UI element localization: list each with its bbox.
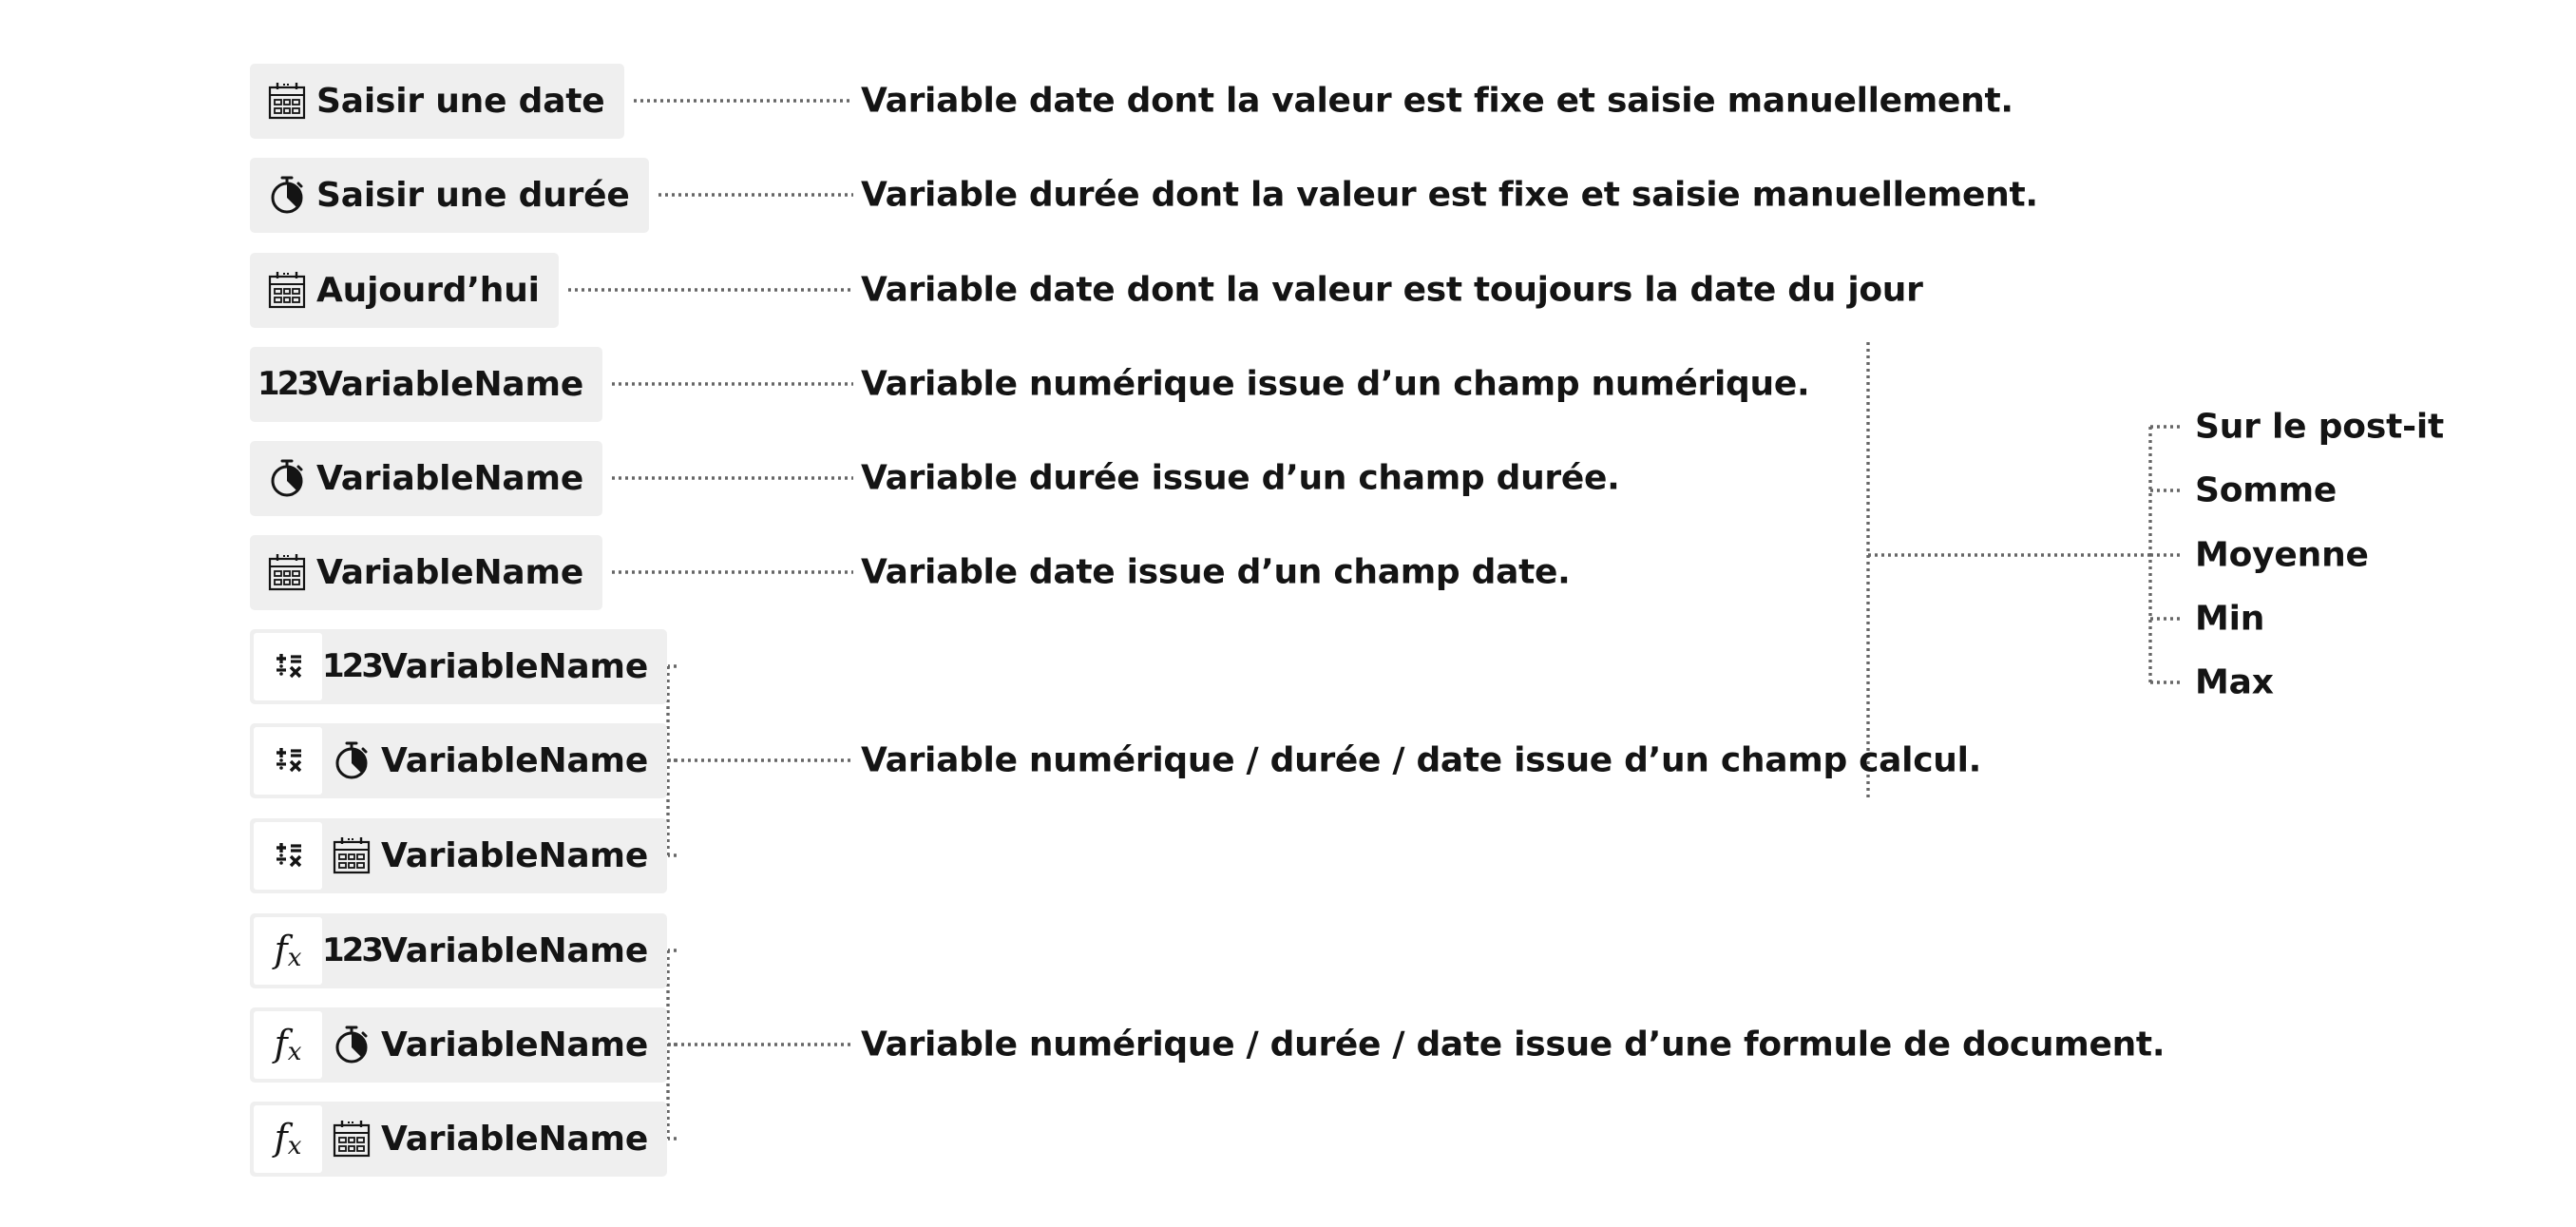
aggregation-somme: Somme <box>2195 470 2337 510</box>
pill-label: VariableName <box>381 930 649 970</box>
aggregation-min: Min <box>2195 599 2265 639</box>
pill-date-variable[interactable] <box>250 535 602 610</box>
pill-saisir-une-duree[interactable] <box>250 158 649 233</box>
pill-formula-duration-variable[interactable] <box>250 1007 667 1083</box>
pill-duration-variable[interactable] <box>250 441 602 516</box>
aggregation-max: Max <box>2195 662 2274 702</box>
pill-label: VariableName <box>316 552 584 592</box>
description-document-formula: Variable numérique / durée / date issue d’une formule de document. <box>861 1025 2166 1064</box>
calendar-icon <box>322 818 381 893</box>
pill-label: VariableName <box>381 1025 649 1064</box>
pill-numeric-variable[interactable] <box>250 347 602 422</box>
pill-formula-numeric-variable[interactable] <box>250 913 667 988</box>
description-numeric-field: Variable numérique issue d’un champ numérique. <box>861 364 1810 404</box>
aggregation-sur-le-post-it: Sur le post-it <box>2195 407 2444 447</box>
calc-icon <box>254 727 322 795</box>
calc-icon <box>254 822 322 890</box>
description-today: Variable date dont la valeur est toujours la date du jour <box>861 270 1923 310</box>
description-duration-field: Variable durée issue d’un champ durée. <box>861 458 1620 498</box>
numeric-icon: 123 <box>322 647 381 685</box>
calendar-icon <box>258 64 316 139</box>
pill-calc-numeric-variable[interactable] <box>250 629 667 704</box>
stopwatch-icon <box>258 441 316 516</box>
pill-label: Saisir une durée <box>316 175 630 215</box>
stopwatch-icon <box>322 1007 381 1083</box>
stopwatch-icon <box>258 158 316 233</box>
formula-icon: $f_x$ <box>254 1105 322 1173</box>
aggregation-moyenne: Moyenne <box>2195 535 2369 575</box>
pill-label: Aujourd’hui <box>316 270 540 310</box>
description-date-field: Variable date issue d’un champ date. <box>861 552 1571 592</box>
pill-calc-duration-variable[interactable] <box>250 723 667 798</box>
formula-icon: $f_x$ <box>254 917 322 985</box>
calc-icon <box>254 633 322 700</box>
pill-label: VariableName <box>381 835 649 875</box>
pill-formula-date-variable[interactable] <box>250 1102 667 1177</box>
calendar-icon <box>322 1102 381 1177</box>
formula-icon: $f_x$ <box>254 1011 322 1079</box>
calendar-icon <box>258 253 316 328</box>
calendar-icon <box>258 535 316 610</box>
pill-label: Saisir une date <box>316 81 605 121</box>
pill-label: VariableName <box>381 646 649 686</box>
pill-aujourdhui[interactable] <box>250 253 559 328</box>
pill-label: VariableName <box>316 458 584 498</box>
description-calc-field: Variable numérique / durée / date issue d’un champ calcul. <box>861 740 1982 780</box>
description-fixed-duration: Variable durée dont la valeur est fixe et saisie manuellement. <box>861 175 2038 215</box>
numeric-icon: 123 <box>322 931 381 969</box>
description-fixed-date: Variable date dont la valeur est fixe et saisie manuellement. <box>861 81 2013 121</box>
pill-saisir-une-date[interactable] <box>250 64 624 139</box>
pill-label: VariableName <box>381 740 649 780</box>
pill-label: VariableName <box>316 364 584 404</box>
pill-calc-date-variable[interactable] <box>250 818 667 893</box>
stopwatch-icon <box>322 723 381 798</box>
numeric-icon: 123 <box>258 365 316 403</box>
pill-label: VariableName <box>381 1119 649 1159</box>
